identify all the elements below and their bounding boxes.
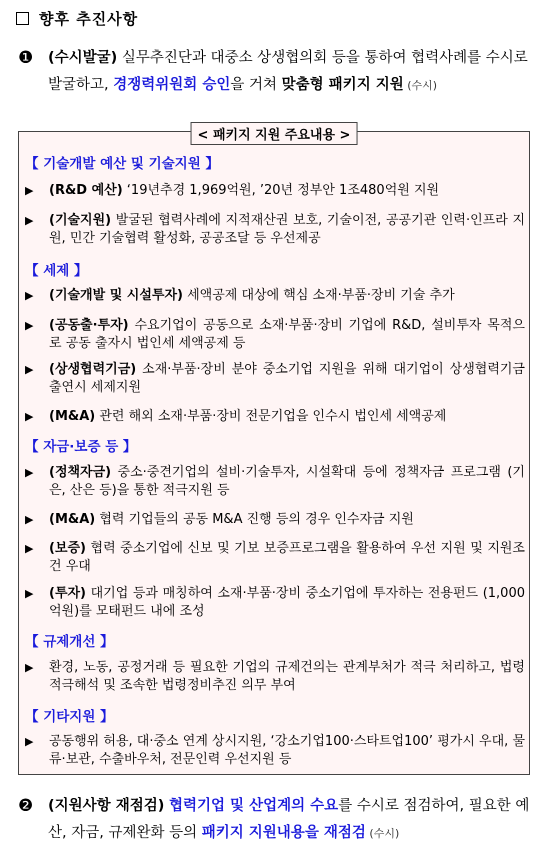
item-2-body bbox=[18, 793, 530, 847]
arrow-icon: ▶ bbox=[25, 410, 34, 423]
item-1 bbox=[18, 45, 530, 99]
arrow-icon: ▶ bbox=[25, 661, 34, 674]
arrow-icon: ▶ bbox=[25, 466, 34, 479]
item-1-marker: ❶ bbox=[18, 48, 34, 68]
category-tax: 【 세제 】 bbox=[25, 263, 88, 279]
arrow-icon: ▶ bbox=[25, 289, 34, 302]
box-title: < 패키지 지원 주요내용 > bbox=[191, 122, 358, 145]
category-tech: 【 기술개발 예산 및 기술지원 】 bbox=[25, 156, 219, 172]
item-2-tag: (수시) bbox=[365, 827, 400, 840]
bullet-regulation: ▶ 환경, 노동, 공정거래 등 필요한 기업의 규제건의는 관계부처가 적극 처리하고, 법령 적극해석 및 조속한 법령정비추진 의무 부여 bbox=[25, 660, 525, 693]
arrow-icon: ▶ bbox=[25, 542, 34, 555]
bullet-mutual-fund: ▶ (상생협력기금) 소재·부품·장비 분야 중소기업 지원을 위해 대기업이 상생협력기금 출연시 세제지원 bbox=[25, 362, 525, 395]
bullet-tax-facility: ▶ (기술개발 및 시설투자) 세액공제 대상에 핵심 소재·부품·장비 기술 추가 bbox=[25, 288, 455, 303]
arrow-icon: ▶ bbox=[25, 363, 34, 376]
bullet-policy-fund: ▶ (정책자금) 중소·중견기업의 설비·기술투자, 시설확대 등에 정책자금 프로그램 (기은, 산은 등)을 통한 적극지원 등 bbox=[25, 465, 525, 498]
item-2-marker: ❷ bbox=[18, 796, 34, 816]
bullet-investment: ▶ (투자) 대기업 등과 매칭하여 소재·부품·장비 중소기업에 투자하는 전용펀드 (1,000억원)를 모태펀드 내에 조성 bbox=[25, 586, 525, 619]
arrow-icon: ▶ bbox=[25, 735, 34, 748]
arrow-icon: ▶ bbox=[25, 587, 34, 600]
bullet-guarantee: ▶ (보증) 협력 중소기업에 신보 및 기보 보증프로그램을 활용하여 우선 지원 및 지원조건 우대 bbox=[25, 541, 525, 574]
bullet-mna-tax: ▶ (M&A) 관련 해외 소재·부품·장비 전문기업을 인수시 법인세 세액공제 bbox=[25, 409, 447, 424]
item-2-highlight-1: 협력기업 및 산업계의 수요 bbox=[168, 798, 339, 814]
item-1-text: 실무추진단과 대중소 상생협의회 등을 통하여 협력사례를 수시로 발굴하고, bbox=[48, 50, 528, 93]
item-2 bbox=[18, 793, 530, 847]
item-2-lead: (지원사항 재점검) bbox=[48, 798, 165, 814]
item-2-highlight-2: 패키지 지원내용을 재점검 bbox=[201, 825, 366, 841]
item-1-body bbox=[18, 45, 530, 99]
arrow-icon: ▶ bbox=[25, 319, 34, 332]
item-1-text2: 을 거쳐 bbox=[230, 77, 282, 93]
bullet-joint-investment: ▶ (공동출·투자) 수요기업이 공동으로 소재·부품·장비 기업에 R&D, 설비투자 목적으로 공동 출자시 법인세 세액공제 등 bbox=[25, 318, 525, 351]
item-1-bold: 맞춤형 패키지 지원 bbox=[281, 77, 404, 93]
bullet-rnd: ▶ (R&D 예산) ‘19년추경 1,969억원, ’20년 정부안 1조480억원 지원 bbox=[25, 183, 440, 198]
bullet-other: ▶ 공동행위 허용, 대·중소 연계 상시지원, ‘강소기업100·스타트업100’ 평가시 우대, 물류·보관, 수출바우처, 전문인력 우선지원 등 bbox=[25, 734, 525, 767]
section-title: 향후 추진사항 bbox=[39, 10, 139, 28]
item-1-tag: (수시) bbox=[403, 79, 438, 92]
section-heading bbox=[16, 8, 138, 29]
category-other: 【 기타지원 】 bbox=[25, 709, 114, 725]
arrow-icon: ▶ bbox=[25, 184, 34, 197]
package-support-box bbox=[18, 128, 530, 775]
arrow-icon: ▶ bbox=[25, 214, 34, 227]
checkbox-icon bbox=[16, 12, 29, 25]
arrow-icon: ▶ bbox=[25, 513, 34, 526]
category-regulation: 【 규제개선 】 bbox=[25, 634, 114, 650]
item-2-text: 를 수시로 점검하여, 필요한 예산, 자금, 규제완화 등의 bbox=[48, 798, 530, 841]
bullet-mna-fund: ▶ (M&A) 협력 기업들의 공동 M&A 진행 등의 경우 인수자금 지원 bbox=[25, 512, 414, 527]
category-finance: 【 자금·보증 등 】 bbox=[25, 439, 137, 455]
item-1-lead: (수시발굴) bbox=[48, 50, 118, 66]
bullet-tech-support: ▶ (기술지원) 발굴된 협력사례에 지적재산권 보호, 기술이전, 공공기관 인력·인프라 지원, 민간 기술협력 활성화, 공공조달 등 우선제공 bbox=[25, 213, 525, 246]
item-1-highlight: 경쟁력위원회 승인 bbox=[113, 77, 231, 93]
